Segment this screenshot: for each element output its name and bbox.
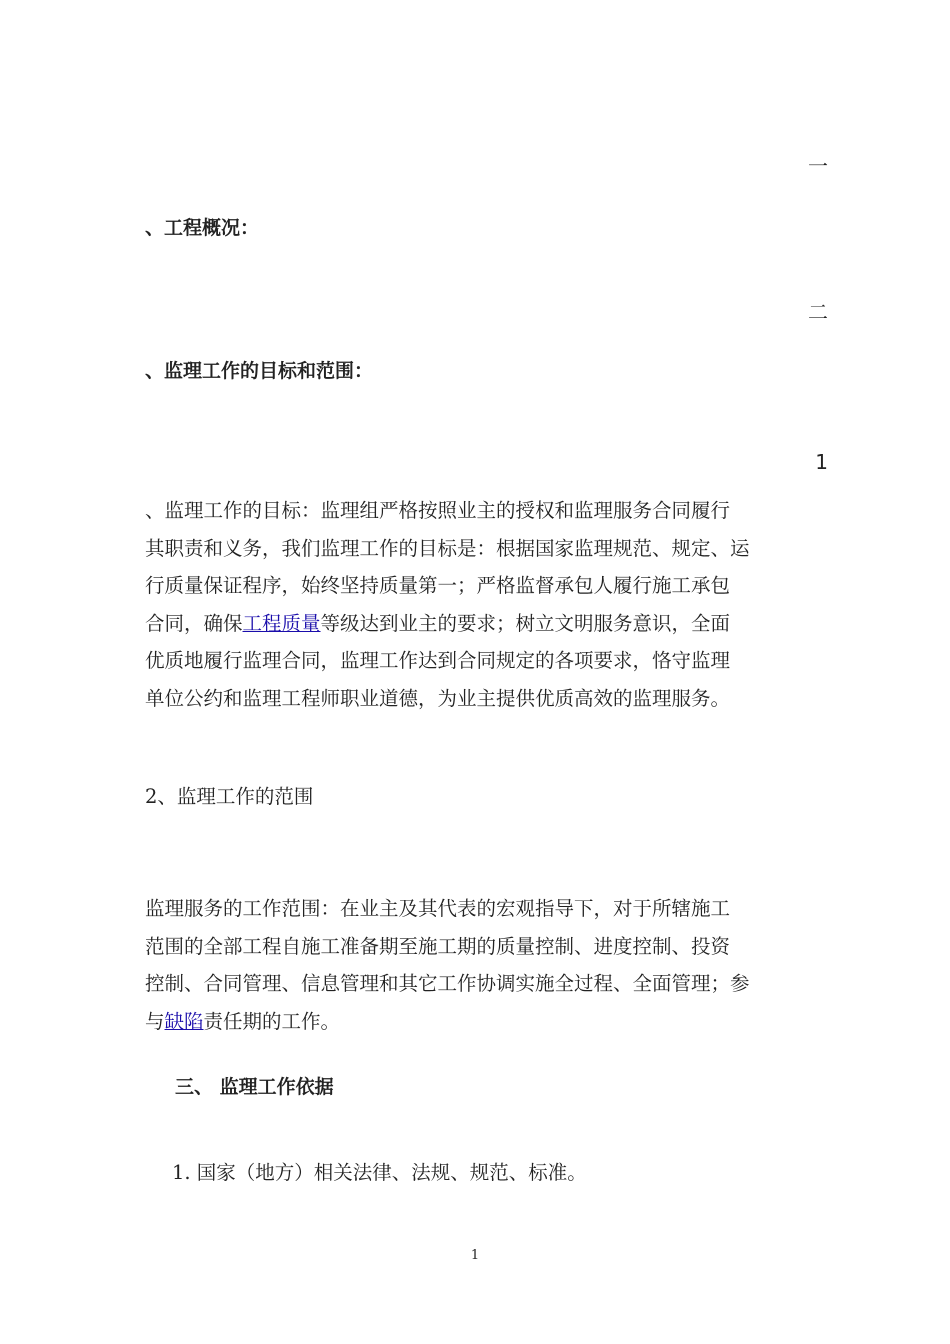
scope-line: 范围的全部工程自施工准备期至施工期的质量控制、进度控制、投资 xyxy=(145,934,731,958)
defect-link[interactable]: 缺陷 xyxy=(164,1009,204,1033)
text-fragment: 责任期的工作。 xyxy=(203,1009,341,1033)
scope-title: 2、监理工作的范围 xyxy=(145,785,314,808)
item-number-1: 1 xyxy=(815,450,828,474)
basis-text: 1. 国家（地方）相关法律、法规、规范、标准。 xyxy=(172,1161,587,1184)
goal-line: 、监理工作的目标：监理组严格按照业主的授权和监理服务合同履行 xyxy=(145,499,731,522)
scope-line: 控制、合同管理、信息管理和其它工作协调实施全过程、全面管理；参 xyxy=(145,972,750,995)
scope-line: 监理服务的工作范围：在业主及其代表的宏观指导下，对于所辖施工 xyxy=(145,897,731,920)
basis-item-1 xyxy=(172,1154,834,1192)
section-heading-goals-scope: 、监理工作的目标和范围： xyxy=(145,360,374,382)
text-fragment: 等级达到业主的要求；树立文明服务意识，全面 xyxy=(320,611,731,635)
text-fragment: 与 xyxy=(145,1009,165,1033)
section-heading-basis: 三、 监理工作依据 xyxy=(175,1076,334,1098)
scope-paragraph xyxy=(145,890,807,1040)
section-heading-project-overview: 、工程概况： xyxy=(145,217,260,239)
goal-line: 其职责和义务，我们监理工作的目标是：根据国家监理规范、规定、运 xyxy=(145,536,750,560)
goal-paragraph xyxy=(145,492,807,717)
item-heading-scope xyxy=(145,778,807,816)
section-number-2: 二 xyxy=(808,300,828,324)
text-fragment: 合同，确保 xyxy=(145,611,243,635)
goal-line xyxy=(145,605,807,643)
engineering-quality-link[interactable]: 工程质量 xyxy=(242,611,321,635)
goal-line: 优质地履行监理合同，监理工作达到合同规定的各项要求，恪守监理 xyxy=(145,649,731,672)
page-number: 1 xyxy=(470,1248,480,1263)
goal-line: 行质量保证程序，始终坚持质量第一；严格监督承包人履行施工承包 xyxy=(145,574,731,597)
section-number-1: 一 xyxy=(808,154,828,178)
goal-line: 单位公约和监理工程师职业道德，为业主提供优质高效的监理服务。 xyxy=(145,686,731,710)
scope-line xyxy=(145,1003,807,1041)
